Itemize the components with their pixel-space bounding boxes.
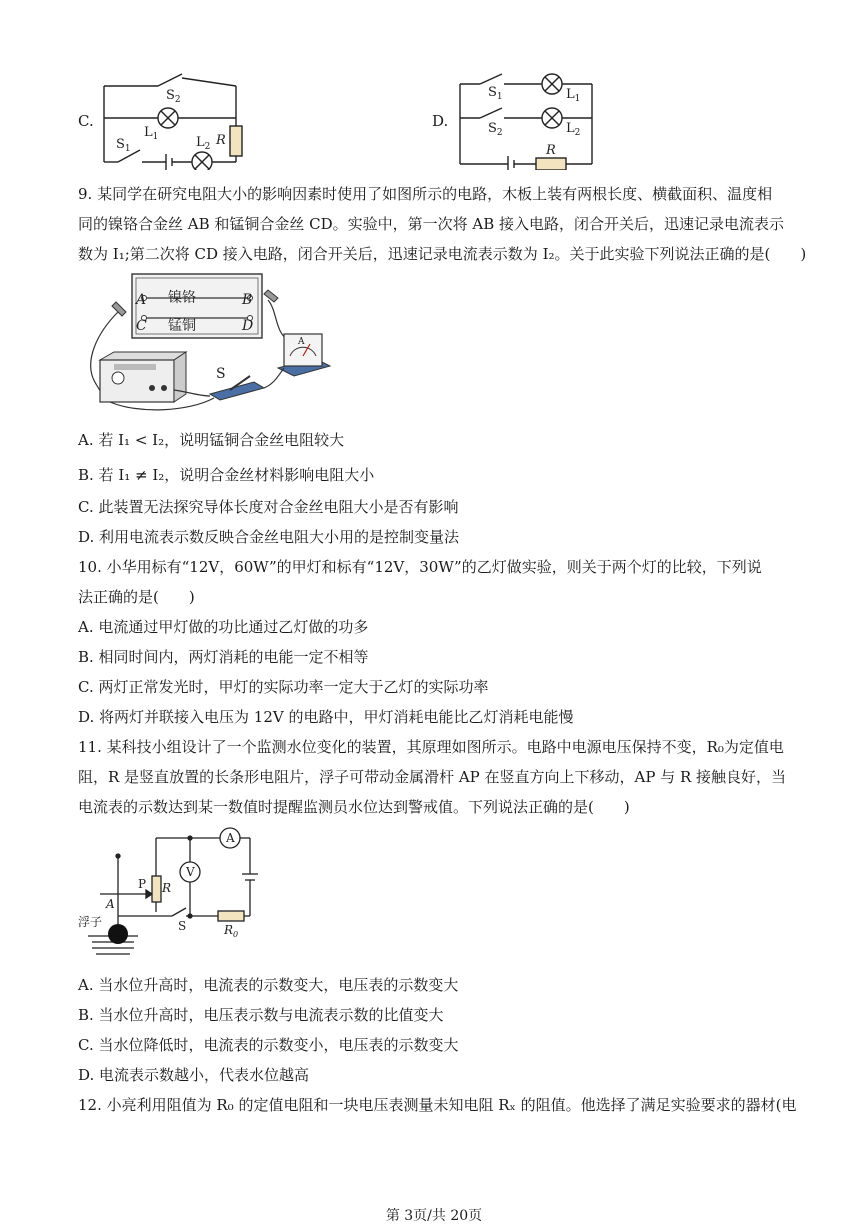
q11-option-d: D. 电流表示数越小，代表水位越高: [78, 1066, 310, 1084]
q11-circuit-figure: [78, 822, 278, 967]
d-s1-label: $S_1$: [488, 85, 503, 102]
q10-option-b: B. 相同时间内，两灯消耗的电能一定不相等: [78, 648, 369, 666]
c-s2-label: $S_2$: [166, 88, 181, 105]
q11-r-label: R: [162, 881, 172, 895]
c-s1-label: $S_1$: [116, 137, 131, 154]
q9-apparatus-figure: [78, 272, 378, 414]
q11-line-3: 电流表的示数达到某一数值时提醒监测员水位达到警戒值。下列说法正确的是( ): [78, 798, 630, 816]
q11-option-a: A. 当水位升高时，电流表的示数变大，电压表的示数变大: [78, 976, 459, 994]
q9-option-a: A. 若 I₁ < I₂，说明锰铜合金丝电阻较大: [78, 431, 345, 449]
q11-p-label: P: [138, 877, 147, 891]
option-d-label: D.: [432, 112, 449, 130]
q9-ammeter-label: A: [298, 337, 305, 347]
q9-wire2-label: 锰铜: [168, 318, 196, 334]
q11-float-label: 浮子: [78, 915, 103, 929]
c-l2-label: $L_2$: [196, 135, 211, 152]
q9-line-1: 9. 某同学在研究电阻大小的影响因素时使用了如图所示的电路，木板上装有两根长度、横截面积、温度相: [78, 185, 773, 203]
q11-option-c: C. 当水位降低时，电流表的示数变小，电压表的示数变大: [78, 1036, 459, 1054]
circuit-diagram-c: [96, 70, 256, 170]
option-c-label: C.: [78, 112, 94, 130]
q9-wire1-label: 镍铬: [168, 290, 196, 306]
q9-label-d: D: [242, 318, 254, 334]
q9-label-c: C: [136, 318, 147, 334]
q10-option-a: A. 电流通过甲灯做的功比通过乙灯做的功多: [78, 618, 369, 636]
q11-s-label: S: [178, 919, 187, 933]
q11-voltmeter-label: V: [186, 865, 195, 879]
q10-line-1: 10. 小华用标有“12V，60W”的甲灯和标有“12V，30W”的乙灯做实验，则关于两个灯的比较，下列说: [78, 558, 762, 576]
q12-line-1: 12. 小亮利用阻值为 R₀ 的定值电阻和一块电压表测量未知电阻 Rₓ 的阻值。他选择了满足实验要求的器材(电: [78, 1096, 797, 1114]
q10-option-c: C. 两灯正常发光时，甲灯的实际功率一定大于乙灯的实际功率: [78, 678, 489, 696]
q11-line-1: 11. 某科技小组设计了一个监测水位变化的装置，其原理如图所示。电路中电源电压保持不变，R₀为定值电: [78, 738, 784, 756]
q9-option-c: C. 此装置无法探究导体长度对合金丝电阻大小是否有影响: [78, 498, 459, 516]
d-l2-label: $L_2$: [566, 121, 581, 138]
q9-line-3: 数为 I₁;第二次将 CD 接入电路，闭合开关后，迅速记录电流表示数为 I₂。关于此实验下列说法正确的是( ): [78, 245, 807, 263]
q9-option-d: D. 利用电流表示数反映合金丝电阻大小用的是控制变量法: [78, 528, 460, 546]
c-l1-label: $L_1$: [144, 125, 159, 142]
d-s2-label: $S_2$: [488, 121, 503, 138]
q11-option-b: B. 当水位升高时，电压表示数与电流表示数的比值变大: [78, 1006, 444, 1024]
q9-switch-label: S: [216, 366, 226, 382]
q11-a-label: A: [106, 897, 115, 911]
q10-option-d: D. 将两灯并联接入电压为 12V 的电路中，甲灯消耗电能比乙灯消耗电能慢: [78, 708, 574, 726]
q9-option-b: B. 若 I₁ ≠ I₂，说明合金丝材料影响电阻大小: [78, 466, 375, 484]
d-r-label: R: [546, 143, 556, 158]
q11-line-2: 阻，R 是竖直放置的长条形电阻片，浮子可带动金属滑杆 AP 在竖直方向上下移动，AP 与 R 接触良好，当: [78, 768, 787, 786]
q9-label-b: B: [242, 292, 253, 308]
q9-label-a: A: [136, 292, 147, 308]
q10-line-2: 法正确的是( ): [78, 588, 195, 606]
q11-ammeter-label: A: [226, 831, 235, 845]
d-l1-label: $L_1$: [566, 87, 581, 104]
circuit-diagram-d: [452, 66, 612, 170]
q9-line-2: 同的镍铬合金丝 AB 和锰铜合金丝 CD。实验中，第一次将 AB 接入电路，闭合开关后，迅速记录电流表示: [78, 215, 785, 233]
q11-r0-label: $R_0$: [224, 923, 239, 939]
page-footer: 第 3页/共 20页: [385, 1208, 483, 1224]
c-r-label: R: [216, 133, 226, 148]
